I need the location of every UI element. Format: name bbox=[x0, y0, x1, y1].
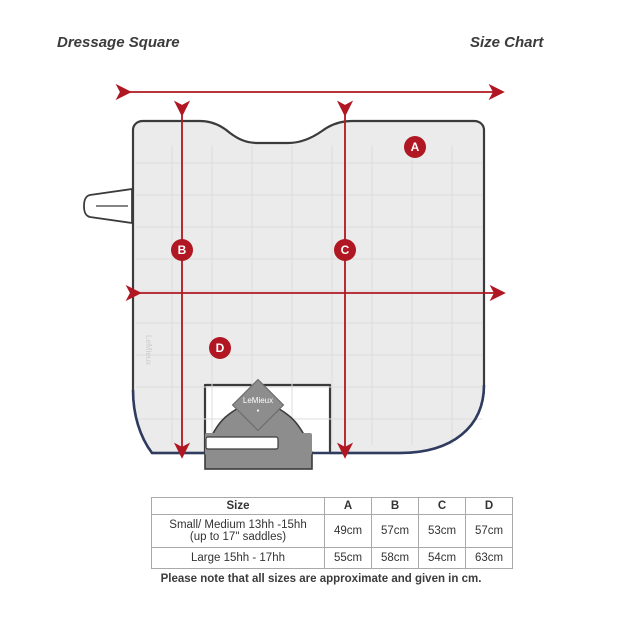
cell-c: 54cm bbox=[419, 548, 466, 569]
table-row bbox=[152, 548, 513, 569]
measure-badge-d: D bbox=[209, 337, 231, 359]
cell-c: 53cm bbox=[419, 515, 466, 548]
pad-shape bbox=[84, 121, 484, 469]
size-label-line2: (up to 17" saddles) bbox=[189, 531, 287, 543]
measure-badge-b: B bbox=[171, 239, 193, 261]
svg-text:LeMieux: LeMieux bbox=[242, 396, 274, 405]
size-note: Please note that all sizes are approximate and given in cm. bbox=[160, 573, 482, 585]
svg-text:♦: ♦ bbox=[256, 408, 260, 414]
diagram-svg bbox=[0, 55, 642, 475]
header-d: D bbox=[466, 498, 513, 515]
table-header-row bbox=[152, 498, 513, 515]
cell-b: 57cm bbox=[372, 515, 419, 548]
svg-text:LeMieux: LeMieux bbox=[144, 335, 153, 366]
header-a: A bbox=[325, 498, 372, 515]
measure-badge-c: C bbox=[334, 239, 356, 261]
saddle-pad-diagram bbox=[0, 55, 642, 475]
table-row bbox=[152, 515, 513, 548]
size-label-line1: Small/ Medium 13hh -15hh bbox=[169, 519, 307, 531]
cell-a: 55cm bbox=[325, 548, 372, 569]
header-b: B bbox=[372, 498, 419, 515]
cell-size bbox=[152, 515, 325, 548]
header-c: C bbox=[419, 498, 466, 515]
page-title: Dressage Square bbox=[57, 34, 180, 51]
cell-a: 49cm bbox=[325, 515, 372, 548]
cell-b: 58cm bbox=[372, 548, 419, 569]
measure-badge-a: A bbox=[404, 136, 426, 158]
header-size: Size bbox=[152, 498, 325, 515]
cell-size: Large 15hh - 17hh bbox=[152, 548, 325, 569]
cell-d: 63cm bbox=[466, 548, 513, 569]
chart-title: Size Chart bbox=[470, 34, 544, 51]
cell-d: 57cm bbox=[466, 515, 513, 548]
size-table bbox=[151, 497, 513, 569]
